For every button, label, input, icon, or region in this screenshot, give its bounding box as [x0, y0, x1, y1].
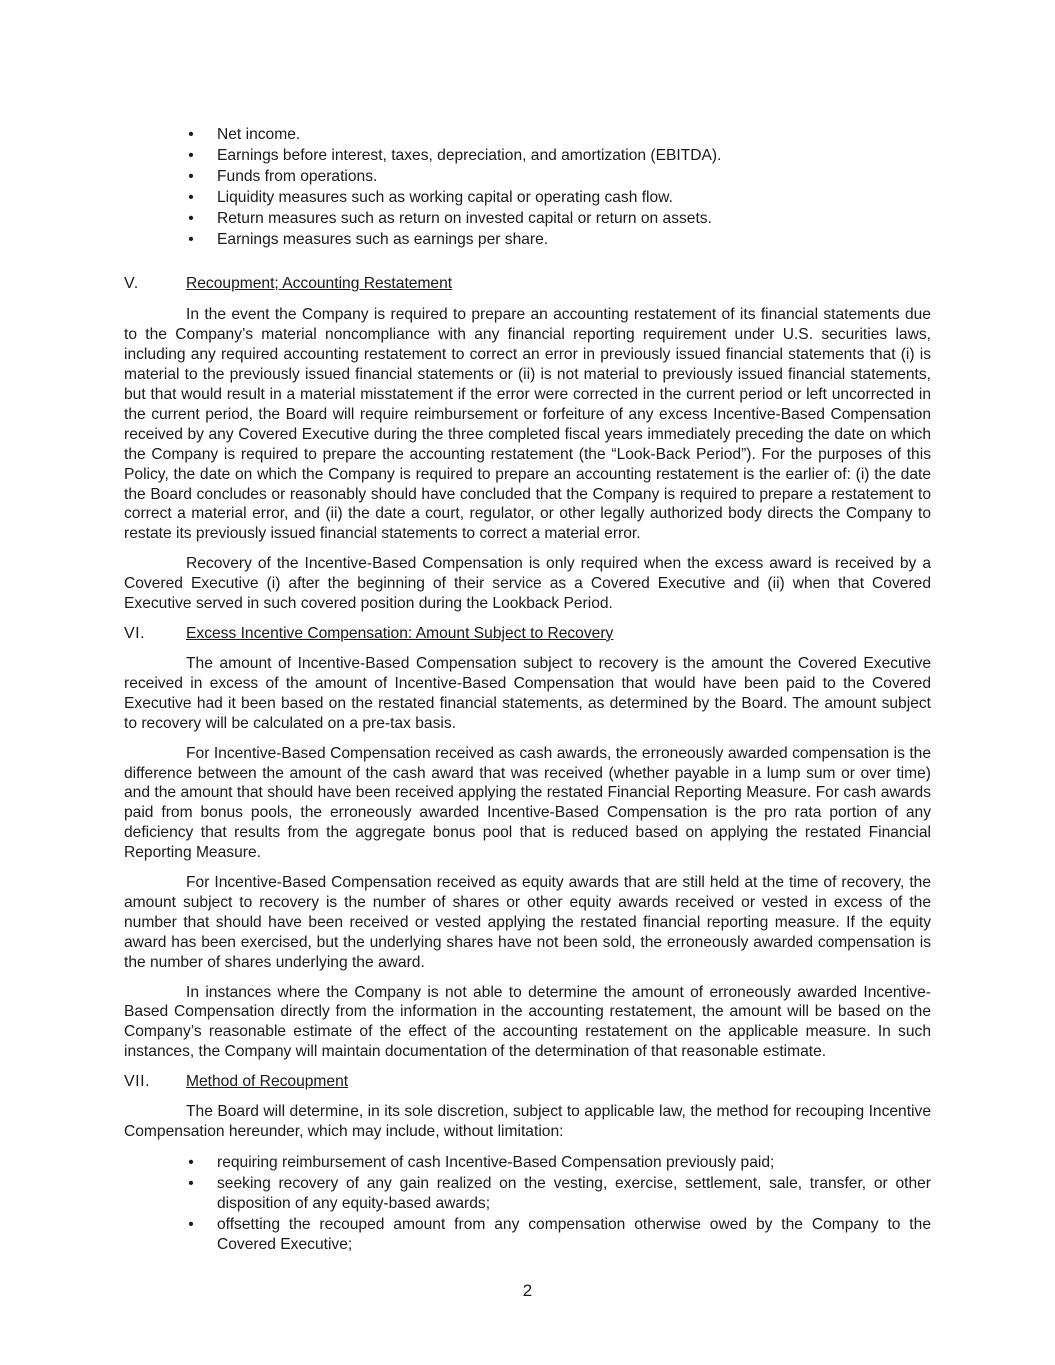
bullet-icon: •	[188, 168, 194, 186]
paragraph: For Incentive-Based Compensation received as cash awards, the erroneously awarded compensation is the difference between the amount of the cash award that was received (whether payable in a lump sum or over time) and the amount that should have been received applying the restated Financial Reporting Measure. For cash awards paid from bonus pools, the erroneously awarded Incentive-Based Compensation is the pro rata portion of any deficiency that results from the aggregate bonus pool that is reduced based on applying the restated Financial Reporting Measure.	[124, 744, 931, 862]
list-item-text: Earnings measures such as earnings per share.	[217, 231, 549, 249]
list-item	[124, 1215, 931, 1255]
section-number: VI.	[124, 624, 146, 642]
section-number: V.	[124, 275, 139, 293]
page-number: 2	[522, 1281, 533, 1300]
bullet-icon: •	[188, 189, 194, 207]
bullet-icon: •	[188, 1175, 194, 1193]
section-title: Excess Incentive Compensation: Amount Subject to Recovery	[186, 624, 614, 642]
list-item-text: Liquidity measures such as working capital or operating cash flow.	[217, 189, 673, 207]
list-item-text: Return measures such as return on invested capital or return on assets.	[217, 210, 712, 228]
section-title: Method of Recoupment	[186, 1073, 349, 1091]
list-item-text: seeking recovery of any gain realized on the vesting, exercise, settlement, sale, transfer, or other disposition of any equity-based awards;	[217, 1175, 931, 1212]
document-page	[124, 125, 931, 1256]
list-item	[124, 167, 931, 187]
list-item	[124, 188, 931, 208]
bullet-icon: •	[188, 231, 194, 249]
list-item-text: Earnings before interest, taxes, depreciation, and amortization (EBITDA).	[217, 147, 722, 165]
paragraph: In instances where the Company is not able to determine the amount of erroneously awarded Incentive-Based Compensation directly from the information in the accounting restatement, the amount will be based on the Company’s reasonable estimate of the effect of the accounting restatement on the applicable measure. In such instances, the Company will maintain documentation of the determination of that reasonable estimate.	[124, 983, 931, 1061]
bullet-icon: •	[188, 1216, 194, 1234]
list-item-text: requiring reimbursement of cash Incentive-Based Compensation previously paid;	[217, 1154, 775, 1171]
paragraph: Recovery of the Incentive-Based Compensation is only required when the excess award is received by a Covered Executive (i) after the beginning of their service as a Covered Executive and (ii) when that Covered Executive served in such covered position during the Lookback Period.	[124, 555, 931, 613]
list-item-text: Funds from operations.	[217, 168, 378, 186]
section-number: VII.	[124, 1073, 151, 1091]
section-vii-heading	[124, 1072, 931, 1092]
bullet-icon: •	[188, 210, 194, 228]
list-item	[124, 146, 931, 166]
paragraph: For Incentive-Based Compensation received as equity awards that are still held at the time of recovery, the amount subject to recovery is the number of shares or other equity awards received or vested in excess of the number that should have been received or vested applying the restated financial reporting measure. If the equity award has been exercised, but the underlying shares have not been sold, the erroneously awarded compensation is the number of shares underlying the award.	[124, 874, 931, 971]
list-item	[124, 230, 931, 250]
bullet-icon: •	[188, 147, 194, 165]
paragraph: The amount of Incentive-Based Compensation subject to recovery is the amount the Covered Executive received in excess of the amount of Incentive-Based Compensation that would have been paid to the Covered Executive had it been based on the restated financial statements, as determined by the Board. The amount subject to recovery will be calculated on a pre-tax basis.	[124, 654, 931, 732]
section-v-heading	[124, 274, 931, 294]
bullet-icon: •	[188, 1154, 194, 1171]
section-vi-heading	[124, 624, 931, 644]
recoupment-method-list	[124, 1153, 931, 1255]
top-bullet-list	[124, 125, 931, 250]
list-item	[124, 1174, 931, 1214]
section-title: Recoupment; Accounting Restatement	[186, 275, 453, 293]
list-item	[124, 125, 931, 145]
paragraph: The Board will determine, in its sole discretion, subject to applicable law, the method for recouping Incentive Compensation hereunder, which may include, without limitation:	[124, 1103, 931, 1141]
paragraph: In the event the Company is required to prepare an accounting restatement of its financial statements due to the Company’s material noncompliance with any financial reporting requirement under U.S. securities laws, including any required accounting restatement to correct an error in previously issued financial statements that (i) is material to the previously issued financial statements or (ii) is not material to previously issued financial statements, but that would result in a material misstatement if the error were corrected in the current period or left uncorrected in the current period, the Board will require reimbursement or forfeiture of any excess Incentive-Based Compensation received by any Covered Executive during the three completed fiscal years immediately preceding the date on which the Company is required to prepare the accounting restatement (the “Look-Back Period”). For the purposes of this Policy, the date on which the Company is required to prepare an accounting restatement is the earlier of: (i) the date the Board concludes or reasonably should have concluded that the Company is required to prepare a restatement to correct a material error, and (ii) the date a court, regulator, or other legally authorized body directs the Company to restate its previously issued financial statements to correct a material error.	[124, 306, 931, 543]
list-item-text: Net income.	[217, 126, 301, 143]
list-item-text: offsetting the recouped amount from any compensation otherwise owed by the Company to the Covered Executive;	[217, 1216, 931, 1253]
bullet-icon: •	[188, 126, 194, 143]
list-item	[124, 209, 931, 229]
list-item	[124, 1153, 931, 1173]
